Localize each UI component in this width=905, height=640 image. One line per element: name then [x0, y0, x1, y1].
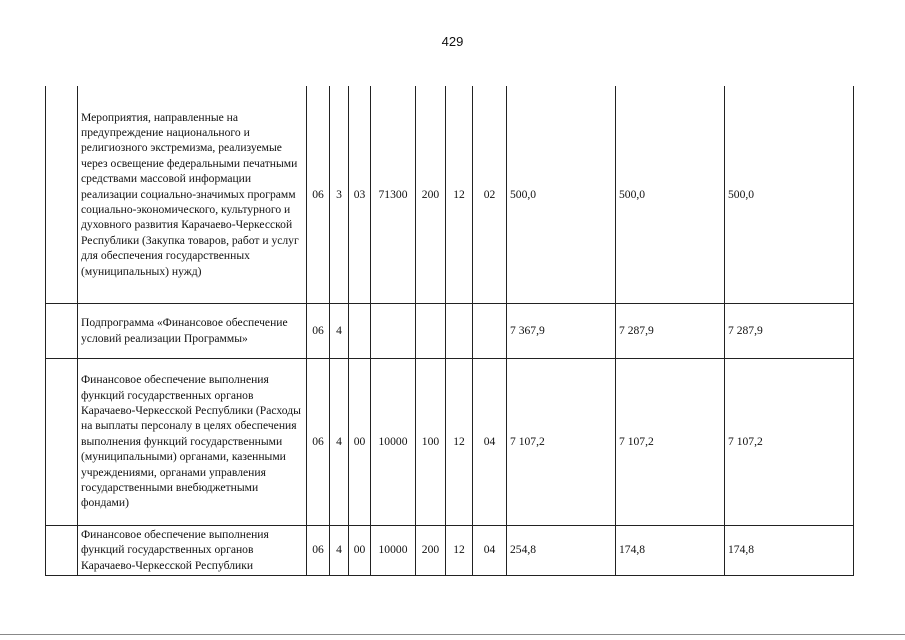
- amount-cell: 7 107,2: [616, 358, 725, 525]
- code-cell: 200: [416, 86, 446, 303]
- expense-name-cell: Подпрограмма «Финансовое обеспечение условий реализации Программы»: [78, 303, 307, 358]
- amount-cell: 500,0: [725, 86, 854, 303]
- code-cell: [371, 303, 416, 358]
- amount-cell: 7 287,9: [616, 303, 725, 358]
- code-cell: 10000: [371, 525, 416, 575]
- code-cell: 4: [330, 525, 349, 575]
- table-row: [46, 525, 854, 575]
- amount-cell: 7 107,2: [507, 358, 616, 525]
- code-cell: 04: [473, 525, 507, 575]
- code-cell: 3: [330, 86, 349, 303]
- code-cell: [446, 303, 473, 358]
- code-cell: 06: [307, 525, 330, 575]
- code-cell: 4: [330, 358, 349, 525]
- row-index-cell: [46, 358, 78, 525]
- code-cell: 12: [446, 86, 473, 303]
- code-cell: 06: [307, 303, 330, 358]
- code-cell: 12: [446, 525, 473, 575]
- amount-cell: 254,8: [507, 525, 616, 575]
- code-cell: 12: [446, 358, 473, 525]
- amount-cell: 174,8: [725, 525, 854, 575]
- scan-edge-divider: [0, 634, 905, 635]
- code-cell: 04: [473, 358, 507, 525]
- row-index-cell: [46, 303, 78, 358]
- amount-cell: 7 287,9: [725, 303, 854, 358]
- amount-cell: 7 107,2: [725, 358, 854, 525]
- code-cell: 02: [473, 86, 507, 303]
- code-cell: 100: [416, 358, 446, 525]
- budget-table: [45, 86, 854, 576]
- code-cell: 4: [330, 303, 349, 358]
- code-cell: 03: [349, 86, 371, 303]
- expense-name-cell: Мероприятия, направленные на предупреждение национального и религиозного экстремизма, реализуемые через освещение федеральными печатными средствами массовой информации реализации социально-значимых программ социально-экономического, культурного и духовного развития Карачаево-Черкесской Республики (Закупка товаров, работ и услуг для обеспечения государственных (муниципальных) нужд): [78, 86, 307, 303]
- code-cell: 06: [307, 358, 330, 525]
- row-index-cell: [46, 525, 78, 575]
- table-row: [46, 358, 854, 525]
- code-cell: 00: [349, 358, 371, 525]
- table-row: [46, 303, 854, 358]
- code-cell: [416, 303, 446, 358]
- amount-cell: 7 367,9: [507, 303, 616, 358]
- code-cell: 71300: [371, 86, 416, 303]
- amount-cell: 500,0: [616, 86, 725, 303]
- code-cell: 10000: [371, 358, 416, 525]
- table-row: [46, 86, 854, 303]
- expense-name-cell: Финансовое обеспечение выполнения функций государственных органов Карачаево-Черкесской Республики: [78, 525, 307, 575]
- expense-name-cell: Финансовое обеспечение выполнения функций государственных органов Карачаево-Черкесской Республики (Расходы на выплаты персоналу в целях обеспечения выполнения функций государственными (муниципальными) органами, казенными учреждениями, органами управления государственными внебюджетными фондами): [78, 358, 307, 525]
- row-index-cell: [46, 86, 78, 303]
- code-cell: [473, 303, 507, 358]
- page-number: 429: [441, 34, 464, 49]
- code-cell: 06: [307, 86, 330, 303]
- code-cell: 200: [416, 525, 446, 575]
- code-cell: 00: [349, 525, 371, 575]
- amount-cell: 500,0: [507, 86, 616, 303]
- code-cell: [349, 303, 371, 358]
- amount-cell: 174,8: [616, 525, 725, 575]
